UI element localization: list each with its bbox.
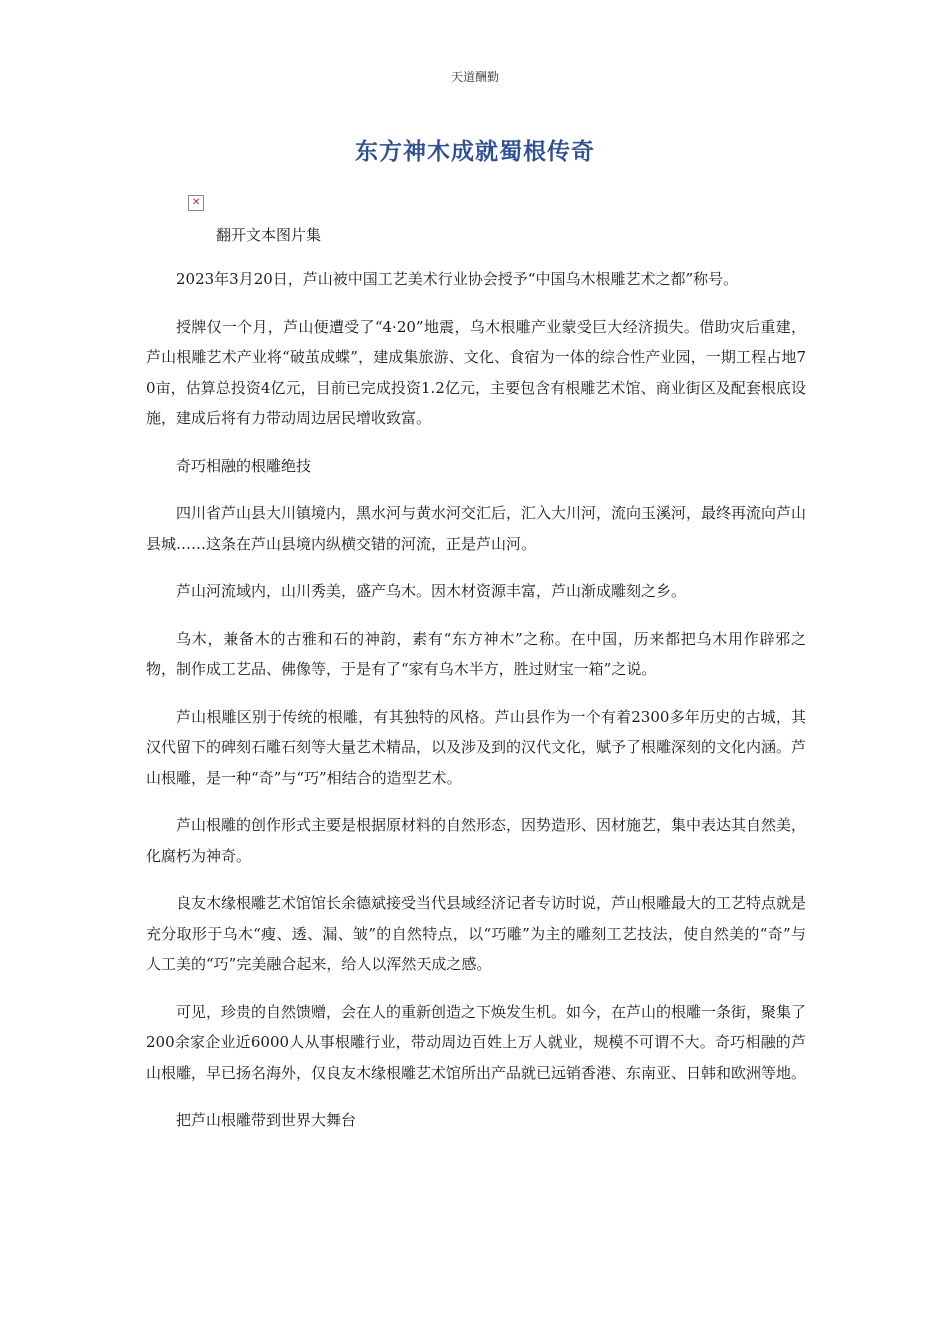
paragraph: 授牌仅一个月，芦山便遭受了“4·20”地震，乌木根雕产业蒙受巨大经济损失。借助灾后重建，芦山根雕艺术产业将“破茧成蝶”，建成集旅游、文化、食宿为一体的综合性产业园，一期工程占地70亩，估算总投资4亿元，目前已完成投资1.2亿元，主要包含有根雕艺术馆、商业街区及配套根底设施，建成后将有力带动周边居民增收致富。 <box>146 317 806 427</box>
page-header: 天道酬勤 <box>450 70 499 84</box>
paragraph: 2023年3月20日，芦山被中国工艺美术行业协会授予“中国乌木根雕艺术之都”称号。 <box>176 270 739 288</box>
broken-image-icon: ✕ <box>188 195 204 211</box>
article-title: 东方神木成就蜀根传奇 <box>355 139 595 165</box>
paragraph: 良友木缘根雕艺术馆馆长余德斌接受当代县域经济记者专访时说，芦山根雕最大的工艺特点就是充分取形于乌木“瘦、透、漏、皱”的自然特点，以“巧雕”为主的雕刻工艺技法，使自然美的“奇”与人工美的“巧”完美融合起来，给人以浑然天成之感。 <box>146 894 807 973</box>
paragraph: 乌木，兼备木的古雅和石的神韵，素有“东方神木”之称。在中国，历来都把乌木用作辟邪之物，制作成工艺品、佛像等，于是有了“家有乌木半方，胜过财宝一箱”之说。 <box>146 629 806 678</box>
section-heading: 把芦山根雕带到世界大舞台 <box>176 1111 357 1129</box>
paragraph: 芦山根雕的创作形式主要是根据原材料的自然形态，因势造形、因材施艺，集中表达其自然美，化腐朽为神奇。 <box>146 816 807 865</box>
paragraph: 可见，珍贵的自然馈赠，会在人的重新创造之下焕发生机。如今，在芦山的根雕一条街，聚集了200余家企业近6000人从事根雕行业，带动周边百姓上万人就业，规模不可谓不大。奇巧相融的芦山根雕，早已扬名海外，仅良友木缘根雕艺术馆所出产品就已远销香港、东南亚、日韩和欧洲等地。 <box>146 1002 807 1082</box>
section-heading: 奇巧相融的根雕绝技 <box>176 456 312 475</box>
image-gallery-caption: 翻开文本图片集 <box>216 226 322 244</box>
paragraph: 芦山根雕区别于传统的根雕，有其独特的风格。芦山县作为一个有着2300多年历史的古城，其汉代留下的碑刻石雕石刻等大量艺术精品，以及涉及到的汉代文化，赋予了根雕深刻的文化内涵。芦山根雕，是一种“奇”与“巧”相结合的造型艺术。 <box>146 707 807 787</box>
paragraph: 四川省芦山县大川镇境内，黑水河与黄水河交汇后，汇入大川河，流向玉溪河，最终再流向芦山县城……这条在芦山县境内纵横交错的河流，正是芦山河。 <box>146 504 807 553</box>
article-body <box>146 264 806 1153</box>
paragraph: 芦山河流域内，山川秀美，盛产乌木。因木材资源丰富，芦山渐成雕刻之乡。 <box>176 582 687 600</box>
